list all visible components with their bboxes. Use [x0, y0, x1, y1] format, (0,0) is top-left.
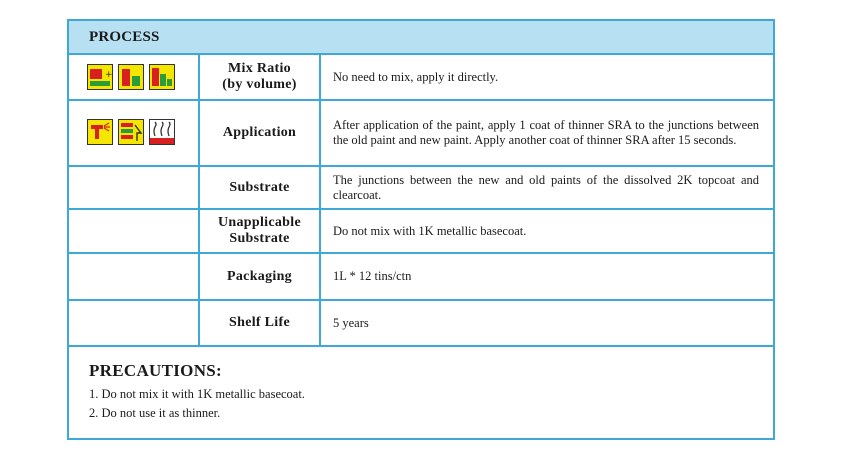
svg-text:+: + [105, 70, 113, 80]
table-row-substrate [69, 167, 773, 210]
row-label: Packaging [200, 254, 321, 299]
icon-cell [69, 210, 200, 252]
precautions-section [89, 361, 753, 423]
precaution-item: 2. Do not use it as thinner. [89, 406, 221, 420]
row-label: Substrate [200, 167, 321, 208]
table-row-shelf-life [69, 301, 773, 347]
mix-ratio-icon [87, 64, 113, 90]
icon-cell [69, 55, 200, 99]
table-row-application [69, 101, 773, 167]
row-value: No need to mix, apply it directly. [333, 69, 499, 84]
row-value: After application of the paint, apply 1 coat of thinner SRA to the junctions between the old paint and new paint. Apply another coat of thinner SRA after 15 seconds. [333, 118, 759, 147]
row-label: Mix Ratio (by volume) [200, 55, 321, 99]
row-label: Shelf Life [200, 301, 321, 345]
spray-booth-icon [118, 119, 144, 145]
icon-cell [69, 167, 200, 208]
precaution-item: 1. Do not mix it with 1K metallic basecoat. [89, 387, 305, 401]
precautions-title: PRECAUTIONS: [89, 361, 223, 380]
process-title: PROCESS [89, 29, 160, 45]
table-row-packaging [69, 254, 773, 301]
mix-ratio-icon [118, 64, 144, 90]
icon-cell [69, 301, 200, 345]
row-value: The junctions between the new and old paints of the dissolved 2K topcoat and clearcoat. [333, 172, 759, 202]
table-row-unapplicable-substrate [69, 210, 773, 254]
table-row-mix-ratio [69, 55, 773, 101]
row-value: Do not mix with 1K metallic basecoat. [333, 223, 527, 238]
row-value: 5 years [333, 315, 369, 330]
mix-ratio-icon [149, 64, 175, 90]
flash-off-icon [149, 119, 175, 145]
row-value: 1L * 12 tins/ctn [333, 269, 412, 283]
row-label: Unapplicable Substrate [200, 210, 321, 252]
spray-gun-icon [87, 119, 113, 145]
icon-cell [69, 101, 200, 165]
row-label: Application [200, 101, 321, 165]
process-header [69, 21, 773, 55]
icon-cell [69, 254, 200, 299]
process-card [67, 19, 775, 440]
